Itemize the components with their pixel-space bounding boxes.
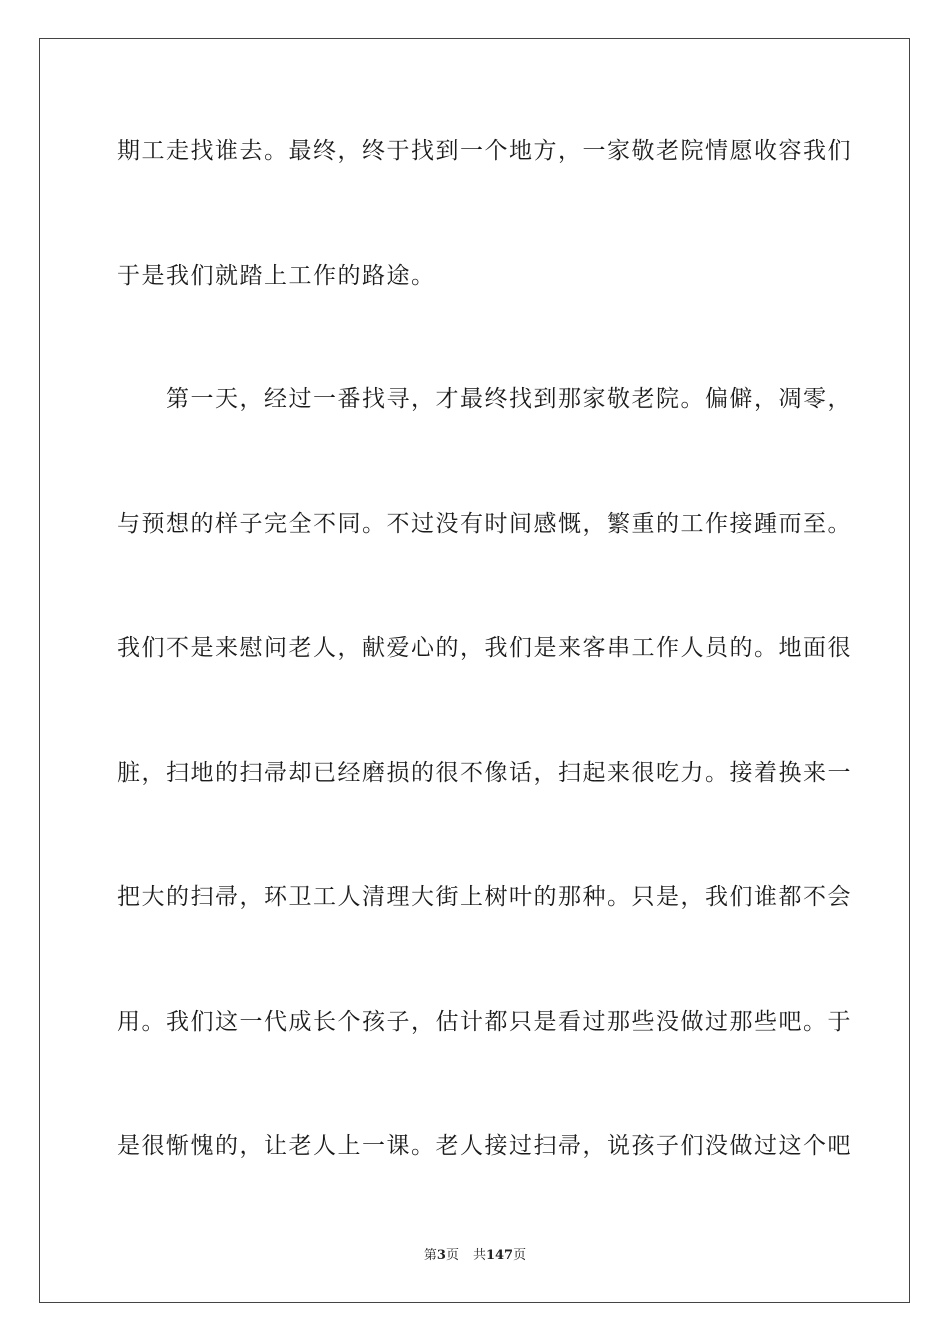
page-border — [39, 38, 910, 1303]
text-line-9: 是很惭愧的，让老人上一课。老人接过扫帚，说孩子们没做过这个吧 — [117, 1133, 852, 1159]
text-line-2: 于是我们就踏上工作的路途。 — [117, 263, 436, 289]
text-line-4: 与预想的样子完全不同。不过没有时间感慨，繁重的工作接踵而至。 — [117, 511, 852, 537]
text-line-3: 第一天，经过一番找寻，才最终找到那家敬老院。偏僻，凋零， — [117, 386, 852, 412]
total-label-prefix: 共 — [472, 1248, 486, 1263]
text-line-1: 期工走找谁去。最终，终于找到一个地方，一家敬老院情愿收容我们 — [117, 138, 852, 164]
text-line-8: 用。我们这一代成长个孩子，估计都只是看过那些没做过那些吧。于 — [117, 1009, 852, 1035]
text-line-7: 把大的扫帚，环卫工人清理大街上树叶的那种。只是，我们谁都不会 — [117, 884, 852, 910]
total-pages: 147 — [485, 1248, 514, 1263]
total-label-suffix: 页 — [513, 1248, 527, 1263]
page-label-prefix: 第 — [423, 1248, 437, 1263]
page-number: 3 — [436, 1248, 446, 1263]
page-label-suffix: 页 — [445, 1248, 459, 1263]
text-line-6: 脏，扫地的扫帚却已经磨损的很不像话，扫起来很吃力。接着换来一 — [117, 760, 852, 786]
page-footer — [0, 1247, 950, 1265]
text-line-5: 我们不是来慰问老人，献爱心的，我们是来客串工作人员的。地面很 — [117, 635, 852, 661]
